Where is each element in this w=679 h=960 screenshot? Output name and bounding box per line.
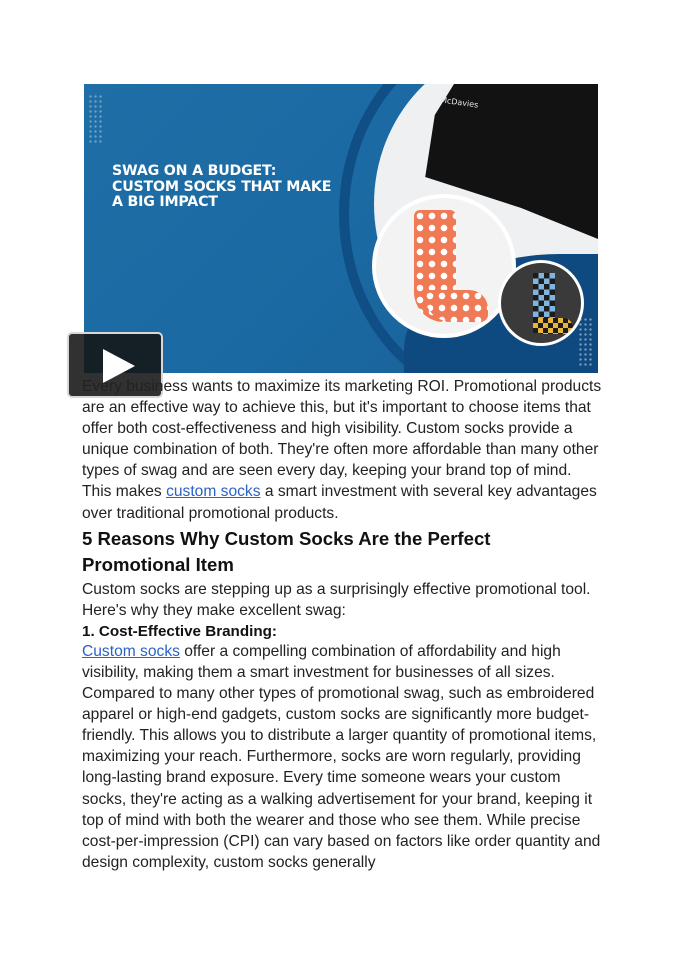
intro-paragraph: Every business wants to maximize its marketing ROI. Promotional products are an effective way to achieve this, but it's important to choose items that offer both cost-effectiveness and high visibility. Custom socks provide a unique combination of both. They're often more affordable than many other types of swag and are seen every day, keeping your brand top of mind. This makes custom socks a smart investment with several key advantages over traditional promotional products. xyxy=(82,378,602,522)
banner-title-line: A BIG IMPACT xyxy=(112,194,218,210)
decorative-dots xyxy=(578,317,594,367)
section-lead: Custom socks are stepping up as a surprisingly effective promotional tool. Here's why they make excellent swag: xyxy=(82,580,591,619)
reason-title: 1. Cost-Effective Branding: xyxy=(82,622,277,640)
article-body xyxy=(82,376,602,873)
checkered-sock-circle xyxy=(498,260,584,346)
banner-title-line: SWAG ON A BUDGET: xyxy=(112,163,277,179)
custom-socks-link[interactable]: Custom socks xyxy=(82,642,180,660)
hero-banner-image xyxy=(84,84,598,373)
decorative-dots xyxy=(88,94,102,144)
banner-title-line: CUSTOM SOCKS THAT MAKE xyxy=(112,178,332,195)
sock-brand-label: McDavies xyxy=(439,95,479,110)
checkered-sock-foot xyxy=(533,318,573,334)
custom-socks-link[interactable]: custom socks xyxy=(166,483,261,501)
reason-body: Custom socks offer a compelling combination of affordability and high visibility, making them a smart investment for businesses of all sizes. Compared to many other types of promotional swag, such as embroidered apparel or high-end gadgets, custom socks are significantly more budget-friendly. This allows you to distribute a larger quantity of promotional items, maximizing your reach. Furthermore, socks are worn regularly, providing long-lasting brand exposure. Every time someone wears your custom socks, they're acting as a walking advertisement for your brand, keeping it top of mind with both the wearer and those who see them. While precise cost-per-impression (CPI) can vary based on factors like order quantity and design complexity, custom socks generally xyxy=(82,642,601,871)
banner-title xyxy=(112,164,352,211)
section-heading: 5 Reasons Why Custom Socks Are the Perfect Promotional Item xyxy=(82,527,491,576)
